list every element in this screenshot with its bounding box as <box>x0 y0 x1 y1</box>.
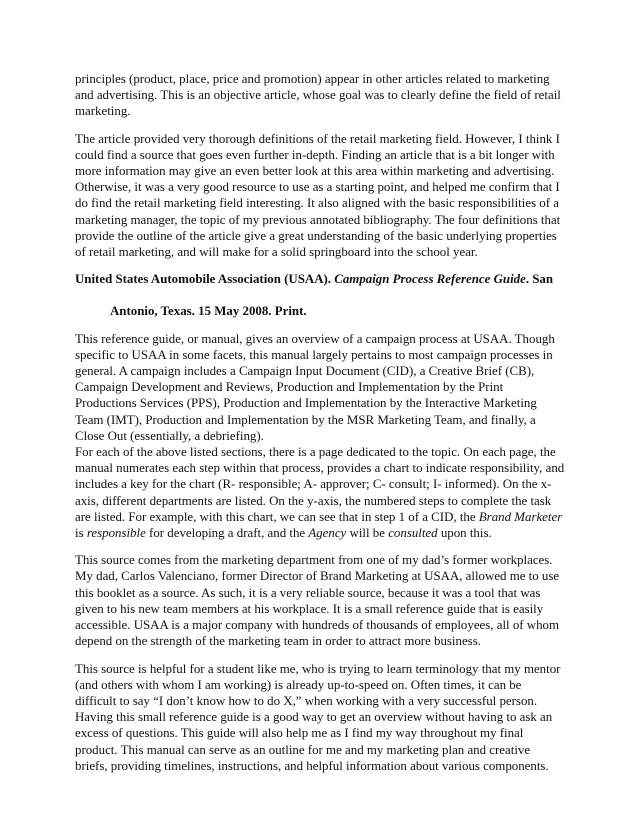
summary-paragraph-2 <box>75 444 565 541</box>
document-body <box>75 71 565 774</box>
summary-paragraph-1: This reference guide, or manual, gives an overview of a campaign process at USAA. Though specific to USAA in some facets, this manual largely pertains to most campaign processes in general. A campaign includes a Campaign Input Document (CID), a Creative Brief (CB), Campaign Development and Reviews, Production and Implementation by the Print Productions Services (PPS), Production and Implementation by the Interactive Marketing Team (IMT), Production and Implementation by the MSR Marketing Team, and finally, a Close Out (essentially, a debriefing). <box>75 331 555 443</box>
summary-2-part-3: for developing a draft, and the <box>149 526 306 541</box>
brand-marketer-term: Brand Marketer <box>478 509 563 524</box>
summary-2-part-5: upon this. <box>440 526 492 541</box>
citation-line-2: Antonio, Texas. 15 May 2008. Print. <box>110 304 307 319</box>
consulted-term: consulted <box>388 526 438 541</box>
responsible-term: responsible <box>86 526 146 541</box>
evaluation-paragraph: The article provided very thorough definitions of the retail marketing field. However, I think I could find a source that goes even further in-depth. Finding an article that is a bit longer with more information may give an even better look at this area within marketing and advertising. Otherwise, it was a very good resource to use as a starting point, and helped me confirm that I do find the retail marketing field interesting. It also aligned with the basic responsibilities of a marketing manager, the topic of my previous annotated bibliography. The four definitions that provide the outline of the article give a great understanding of the basic underlying properties of retail marketing, and will make for a solid springboard into the school year. <box>75 131 561 260</box>
helpful-paragraph: This source is helpful for a student like me, who is trying to learn terminology that my mentor (and others with whom I am working) is already up-to-speed on. Often times, it can be difficult to say “I don’t know how to do X,” when working with a very successful person. Having this small reference guide is a good way to get an overview without having to ask an excess of questions. This guide will also help me as I find my way throughout my final product. This manual can serve as an outline for me and my marketing plan and creative briefs, providing timelines, instructions, and helpful information about various components. <box>75 661 561 773</box>
summary-2-part-2: is <box>75 526 84 541</box>
source-paragraph: This source comes from the marketing department from one of my dad’s former workplaces. My dad, Carlos Valenciano, former Director of Brand Marketing at USAA, allowed me to use this booklet as a source. As such, it is a very reliable source, because it was a tool that was given to his new team members at his workplace. It is a small reference guide that is easily accessible. USAA is a major company with hundreds of thousands of employees, all of whom depend on the strength of the marketing team in order to attract more business. <box>75 553 560 649</box>
intro-paragraph: principles (product, place, price and promotion) appear in other articles related to marketing and advertising. This is an objective article, whose goal was to clearly define the field of retail marketing. <box>75 72 561 119</box>
citation-title: Campaign Process Reference Guide <box>334 272 526 287</box>
citation-after-title: . San <box>525 272 554 287</box>
summary-2-part-1: For each of the above listed sections, there is a page dedicated to the topic. On each page, the manual numerates each step within that process, provides a chart to indicate responsibility, and includes a key for the chart (R- responsible; A- approver; C- consult; I- informed). On the x-axis, different departments are listed. On the y-axis, the numbered steps to complete the task are listed. For example, with this chart, we can see that in step 1 of a CID, the <box>75 445 565 524</box>
summary-2-part-4: will be <box>349 526 385 541</box>
citation-line-1 <box>75 271 565 287</box>
citation-author: United States Automobile Association (USAA). <box>75 272 332 287</box>
agency-term: Agency <box>308 526 347 541</box>
